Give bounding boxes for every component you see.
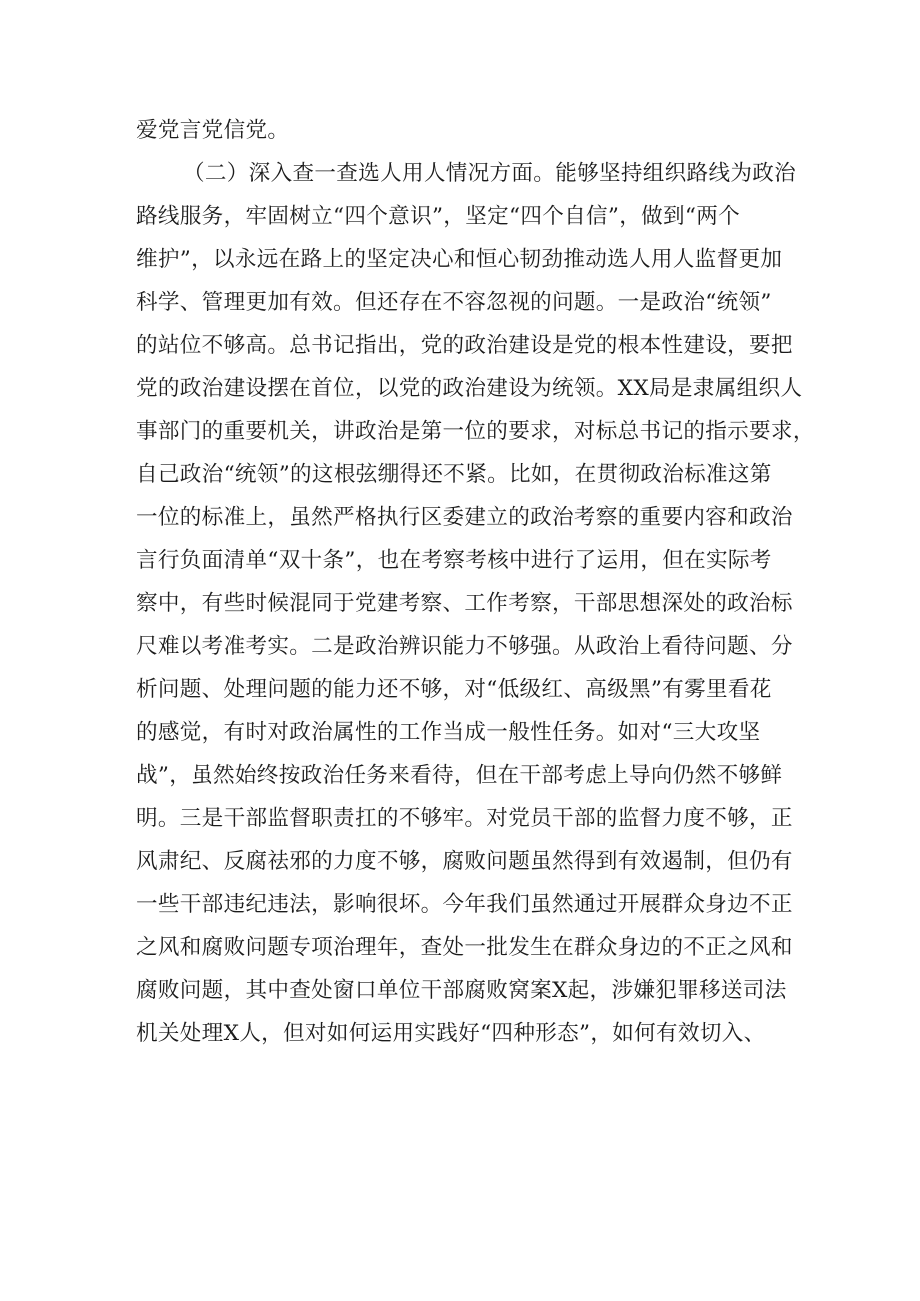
text-line-22: 机关处理X人，但对如何运用实践好“四种形态”，如何有效切入、 [136, 1021, 766, 1046]
body-text [136, 109, 815, 1055]
text-line-14: 析问题、处理问题的能力还不够，对“低级红、高级黑”有雾里看花 [136, 677, 772, 702]
text-line-6: 的站位不够高。总书记指出，党的政治建设是党的根本性建设，要把 [136, 333, 793, 358]
text-line-16: 战”，虽然始终按政治任务来看待，但在干部考虑上导向仍然不够鲜 [136, 763, 783, 788]
text-line-9: 自己政治“统领”的这根弦绷得还不紧。比如，在贯彻政治标准这第 [136, 462, 772, 487]
text-line-12: 察中，有些时候混同于党建考察、工作考察，干部思想深处的政治标 [136, 591, 793, 616]
text-line-18: 风肃纪、反腐祛邪的力度不够，腐败问题虽然得到有效遏制，但仍有 [136, 849, 793, 874]
text-line-5: 科学、管理更加有效。但还存在不容忽视的问题。一是政治“统领” [136, 290, 772, 315]
text-line-4: 维护”，以永远在路上的坚定决心和恒心韧劲推动选人用人监督更加 [136, 247, 783, 272]
text-line-7: 党的政治建设摆在首位，以党的政治建设为统领。XX局是隶属组织人 [136, 376, 803, 401]
text-line-3: 路线服务，牢固树立“四个意识”，坚定“四个自信”，做到“两个 [136, 204, 741, 229]
text-line-10: 一位的标准上，虽然严格执行区委建立的政治考察的重要内容和政治 [136, 505, 793, 530]
text-line-8: 事部门的重要机关，讲政治是第一位的要求，对标总书记的指示要求， [136, 419, 815, 444]
text-line-15: 的感觉，有时对政治属性的工作当成一般性任务。如对“三大攻坚 [136, 720, 761, 745]
text-line-20: 之风和腐败问题专项治理年，查处一批发生在群众身边的不正之风和 [136, 935, 793, 960]
text-line-2: （二）深入查一查选人用人情况方面。能够坚持组织路线为政治 [183, 161, 797, 186]
text-line-21: 腐败问题，其中查处窗口单位干部腐败窝案X起，涉嫌犯罪移送司法 [136, 978, 787, 1003]
text-line-1: 爱党言党信党。 [136, 118, 290, 143]
text-line-17: 明。三是干部监督职责扛的不够牢。对党员干部的监督力度不够，正 [136, 806, 793, 831]
text-line-19: 一些干部违纪违法，影响很坏。今年我们虽然通过开展群众身边不正 [136, 892, 793, 917]
text-line-11: 言行负面清单“双十条”，也在考察考核中进行了运用，但在实际考 [136, 548, 772, 573]
text-line-13: 尺难以考准考实。二是政治辨识能力不够强。从政治上看待问题、分 [136, 634, 793, 659]
